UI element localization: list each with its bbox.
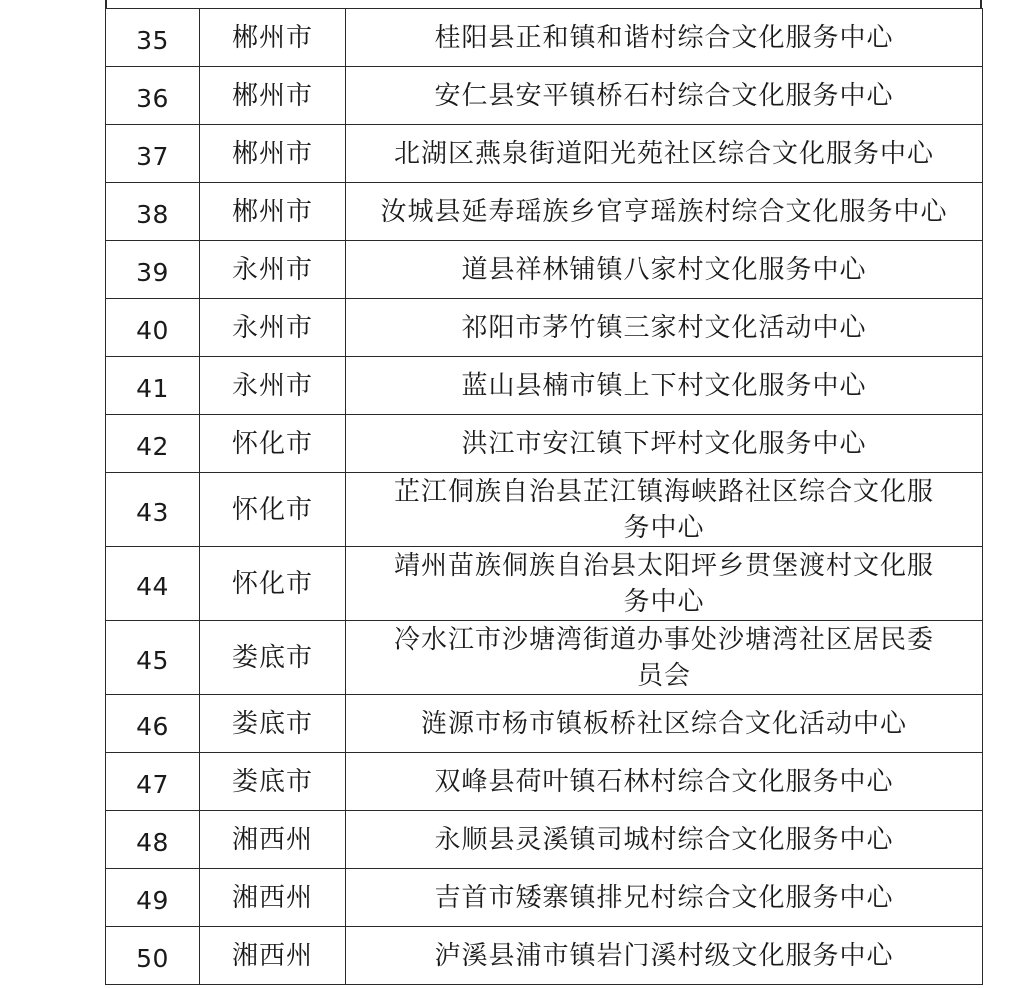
row-center-name: 洪江市安江镇下坪村文化服务中心 xyxy=(346,415,983,473)
row-center-name: 汝城县延寿瑶族乡官亨瑶族村综合文化服务中心 xyxy=(346,183,983,241)
row-number: 40 xyxy=(106,299,200,357)
table-row xyxy=(106,621,983,695)
row-center-name: 永顺县灵溪镇司城村综合文化服务中心 xyxy=(346,811,983,869)
table-row xyxy=(106,125,983,183)
row-city: 湘西州 xyxy=(200,927,346,985)
row-center-name: 双峰县荷叶镇石林村综合文化服务中心 xyxy=(346,753,983,811)
table-row xyxy=(106,183,983,241)
table-row xyxy=(106,67,983,125)
row-number: 37 xyxy=(106,125,200,183)
row-city: 湘西州 xyxy=(200,811,346,869)
row-city: 郴州市 xyxy=(200,67,346,125)
table-row xyxy=(106,927,983,985)
row-center-name: 冷水江市沙塘湾街道办事处沙塘湾社区居民委员会 xyxy=(346,621,983,695)
row-city: 郴州市 xyxy=(200,125,346,183)
row-center-name: 靖州苗族侗族自治县太阳坪乡贯堡渡村文化服务中心 xyxy=(346,547,983,621)
row-number: 44 xyxy=(106,547,200,621)
records-table xyxy=(105,8,983,985)
row-city: 娄底市 xyxy=(200,753,346,811)
row-number: 42 xyxy=(106,415,200,473)
row-city: 湘西州 xyxy=(200,869,346,927)
row-number: 36 xyxy=(106,67,200,125)
row-number: 38 xyxy=(106,183,200,241)
table-row xyxy=(106,473,983,547)
row-number: 48 xyxy=(106,811,200,869)
row-city: 郴州市 xyxy=(200,183,346,241)
table-row xyxy=(106,869,983,927)
row-city: 永州市 xyxy=(200,357,346,415)
row-city: 怀化市 xyxy=(200,473,346,547)
table-row xyxy=(106,415,983,473)
table-row xyxy=(106,811,983,869)
row-center-name: 吉首市矮寨镇排兄村综合文化服务中心 xyxy=(346,869,983,927)
row-center-name: 安仁县安平镇桥石村综合文化服务中心 xyxy=(346,67,983,125)
row-center-name: 涟源市杨市镇板桥社区综合文化活动中心 xyxy=(346,695,983,753)
row-center-name: 北湖区燕泉街道阳光苑社区综合文化服务中心 xyxy=(346,125,983,183)
table-row xyxy=(106,9,983,67)
row-center-name: 桂阳县正和镇和谐村综合文化服务中心 xyxy=(346,9,983,67)
row-city: 郴州市 xyxy=(200,9,346,67)
row-city: 怀化市 xyxy=(200,547,346,621)
row-center-name: 芷江侗族自治县芷江镇海峡路社区综合文化服务中心 xyxy=(346,473,983,547)
row-number: 45 xyxy=(106,621,200,695)
table-row xyxy=(106,357,983,415)
table-border xyxy=(980,0,982,8)
row-number: 35 xyxy=(106,9,200,67)
row-number: 41 xyxy=(106,357,200,415)
row-city: 永州市 xyxy=(200,299,346,357)
row-city: 怀化市 xyxy=(200,415,346,473)
table-row xyxy=(106,241,983,299)
row-number: 39 xyxy=(106,241,200,299)
row-center-name: 泸溪县浦市镇岩门溪村级文化服务中心 xyxy=(346,927,983,985)
row-number: 46 xyxy=(106,695,200,753)
row-number: 50 xyxy=(106,927,200,985)
table-row xyxy=(106,547,983,621)
table-row xyxy=(106,299,983,357)
table-row xyxy=(106,753,983,811)
row-number: 49 xyxy=(106,869,200,927)
row-number: 47 xyxy=(106,753,200,811)
row-city: 娄底市 xyxy=(200,621,346,695)
row-center-name: 道县祥林铺镇八家村文化服务中心 xyxy=(346,241,983,299)
table-row xyxy=(106,695,983,753)
row-city: 永州市 xyxy=(200,241,346,299)
row-center-name: 蓝山县楠市镇上下村文化服务中心 xyxy=(346,357,983,415)
row-city: 娄底市 xyxy=(200,695,346,753)
row-center-name: 祁阳市茅竹镇三家村文化活动中心 xyxy=(346,299,983,357)
table-border xyxy=(105,0,107,8)
row-number: 43 xyxy=(106,473,200,547)
